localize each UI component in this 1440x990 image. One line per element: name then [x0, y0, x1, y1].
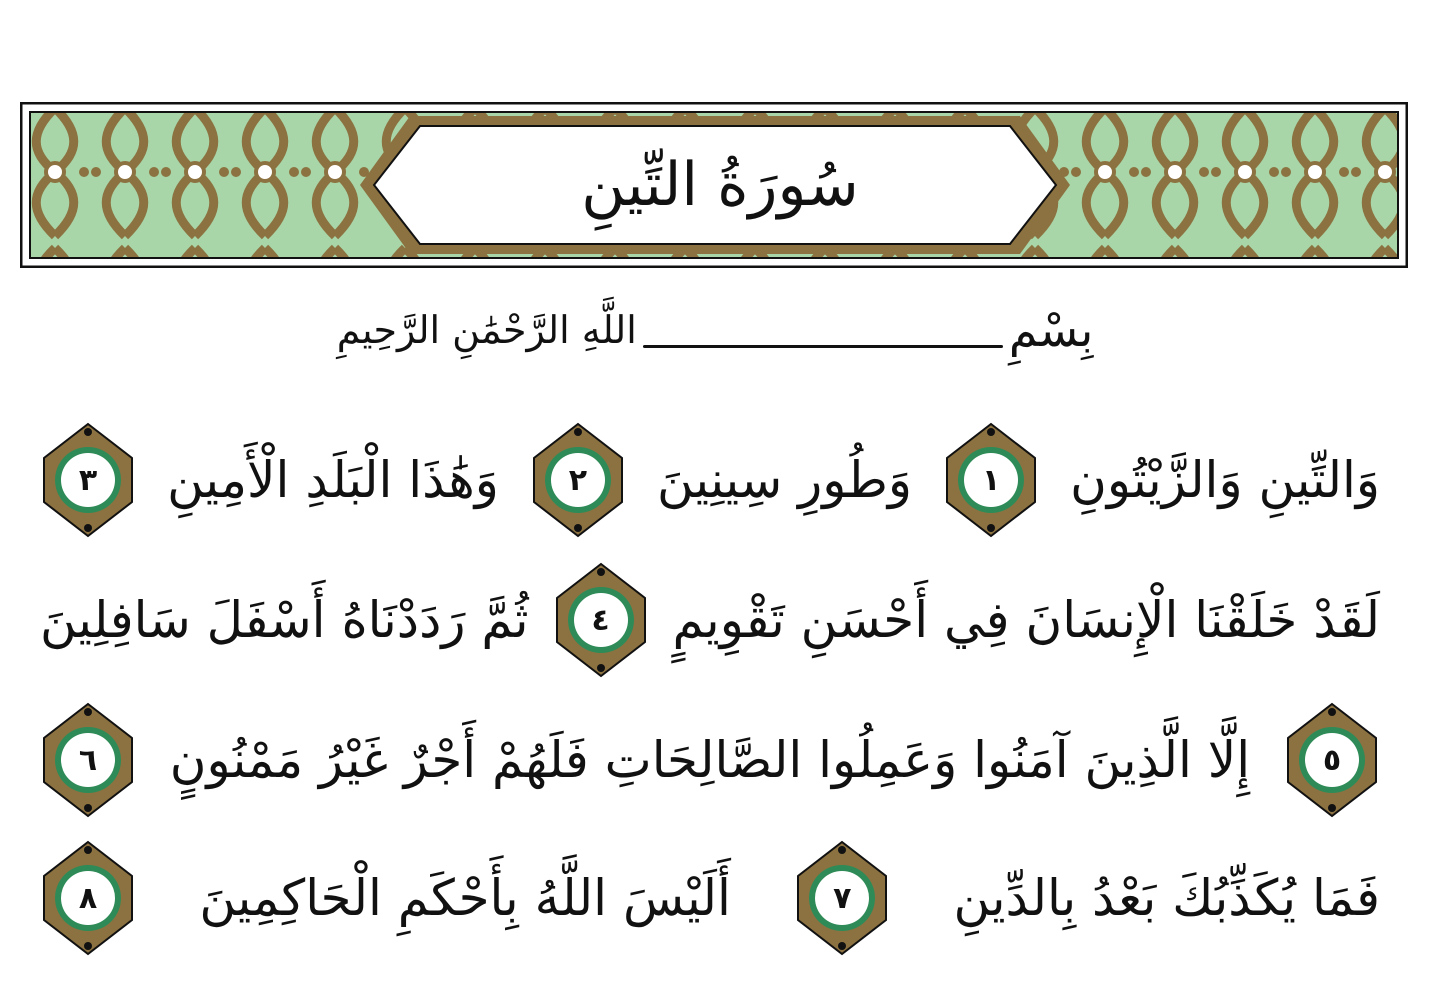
- ayah-marker: [40, 702, 136, 818]
- verse-text: وَطُورِ سِينِينَ: [657, 451, 913, 509]
- surah-header: [20, 102, 1408, 268]
- ayah-marker: [1284, 702, 1380, 818]
- basmala-rest: اللَّهِ الرَّحْمَٰنِ الرَّحِيمِ: [336, 308, 637, 352]
- ayah-marker: [40, 840, 136, 956]
- verse-line: [40, 560, 1380, 680]
- verse-line: [40, 420, 1380, 540]
- verse-text: وَهَٰذَا الْبَلَدِ الْأَمِينِ: [167, 451, 499, 509]
- ayah-number: ٢: [568, 462, 588, 498]
- ayah-number: ٥: [1322, 742, 1342, 778]
- ayah-number: ٦: [78, 742, 98, 778]
- ayah-marker: [553, 562, 649, 678]
- verse-line: [40, 700, 1380, 820]
- ayah-number: ٨: [78, 880, 98, 916]
- basmala: [300, 280, 1130, 380]
- ayah-number: ٣: [78, 462, 98, 498]
- verse-line: [40, 838, 1380, 958]
- verse-text: إِلَّا الَّذِينَ آمَنُوا وَعَمِلُوا الصَّالِحَاتِ فَلَهُمْ أَجْرٌ غَيْرُ مَمْنُونٍ: [169, 731, 1251, 789]
- ayah-marker: [943, 422, 1039, 538]
- ayah-marker: [40, 422, 136, 538]
- verse-text: ثُمَّ رَدَدْنَاهُ أَسْفَلَ سَافِلِينَ: [40, 591, 529, 649]
- surah-title: سُورَةُ التِّينِ: [581, 150, 859, 220]
- ayah-number: ١: [981, 462, 1001, 498]
- verse-text: وَالتِّينِ وَالزَّيْتُونِ: [1070, 451, 1380, 509]
- ayah-marker: [794, 840, 890, 956]
- verse-text: فَمَا يُكَذِّبُكَ بَعْدُ بِالدِّينِ: [953, 869, 1380, 927]
- basmala-first-word: بِسْمِ: [1008, 303, 1094, 357]
- verse-text: أَلَيْسَ اللَّهُ بِأَحْكَمِ الْحَاكِمِينَ: [199, 869, 731, 927]
- basmala-extension-stroke: [643, 345, 1003, 348]
- verse-text: لَقَدْ خَلَقْنَا الْإِنسَانَ فِي أَحْسَنِ تَقْوِيمٍ: [672, 591, 1380, 649]
- ayah-marker: [530, 422, 626, 538]
- ayah-number: ٧: [833, 880, 852, 916]
- ayah-number: ٤: [591, 602, 610, 638]
